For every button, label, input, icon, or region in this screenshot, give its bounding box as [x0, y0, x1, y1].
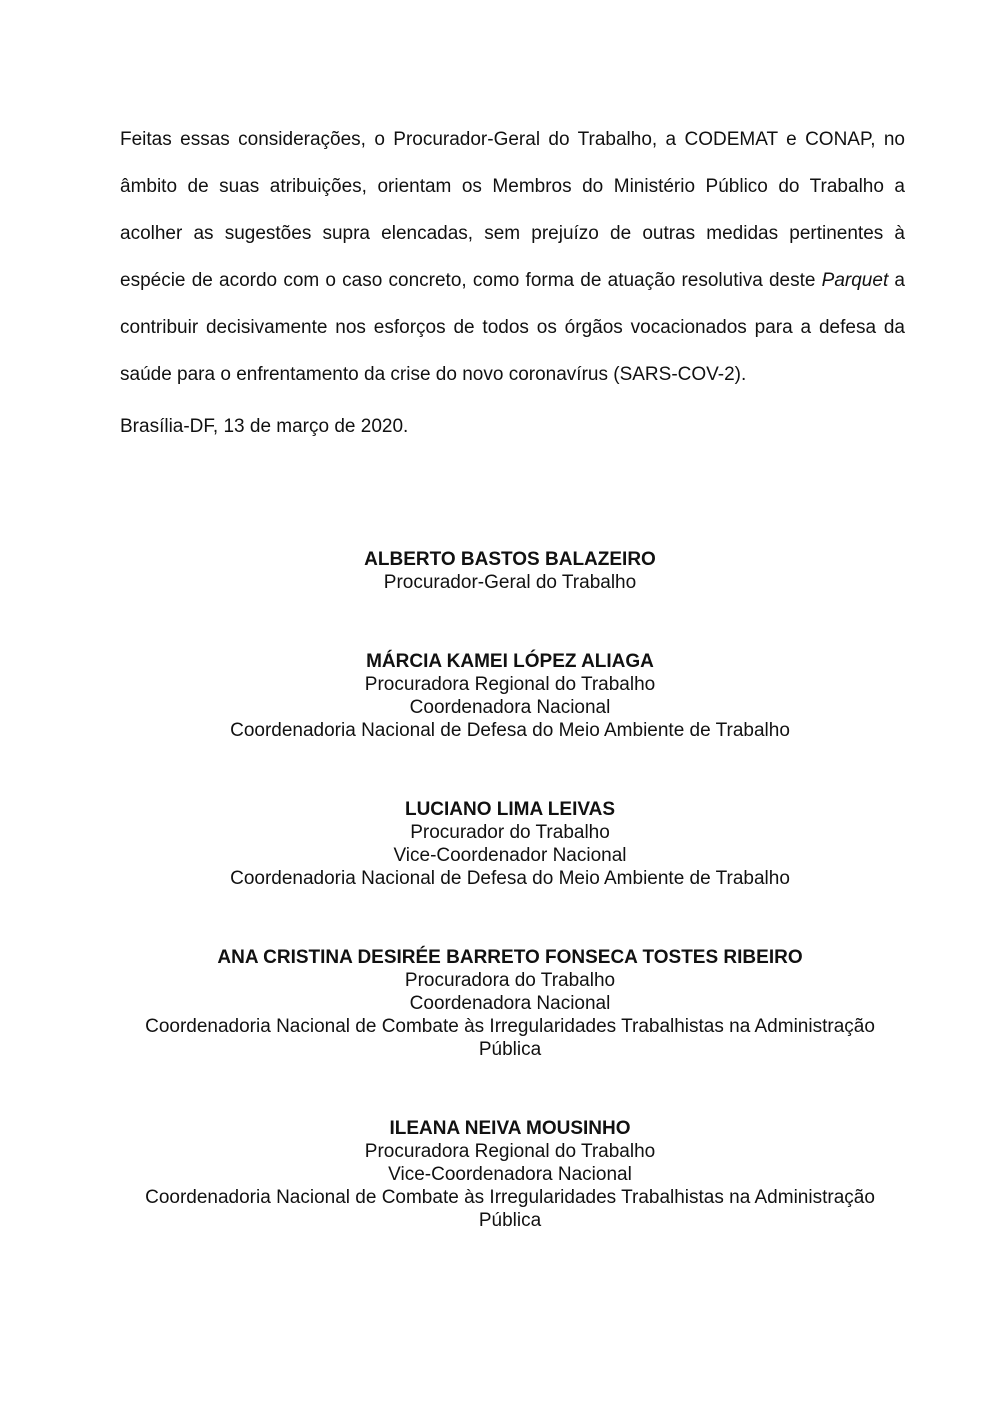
body-paragraph: [120, 116, 905, 398]
signatory-name: MÁRCIA KAMEI LÓPEZ ALIAGA: [366, 651, 654, 672]
signatory-office: Coordenadoria Nacional de Defesa do Meio Ambiente de Trabalho: [230, 868, 790, 889]
signatory-role: Procurador-Geral do Trabalho: [383, 572, 637, 593]
signatory-position: Coordenadora Nacional: [409, 697, 611, 718]
signatory-office-line-2: Pública: [478, 1039, 542, 1060]
signatory-role: Procuradora Regional do Trabalho: [364, 1141, 656, 1162]
signatory-4: [110, 946, 910, 1061]
paragraph-italic-term: Parquet: [821, 270, 889, 291]
signatory-office-line-1: Coordenadoria Nacional de Combate às Irregularidades Trabalhistas na Administração: [145, 1187, 875, 1208]
signatory-name: ANA CRISTINA DESIRÉE BARRETO FONSECA TOSTES RIBEIRO: [217, 947, 803, 968]
signatory-role: Procuradora Regional do Trabalho: [364, 674, 656, 695]
signatory-role: Procuradora do Trabalho: [404, 970, 616, 991]
signatory-name: ALBERTO BASTOS BALAZEIRO: [364, 549, 656, 570]
signatory-position: Vice-Coordenador Nacional: [393, 845, 627, 866]
signatory-office: Coordenadoria Nacional de Defesa do Meio Ambiente de Trabalho: [230, 720, 790, 741]
signatory-office-line-2: Pública: [478, 1210, 542, 1231]
place-date: Brasília-DF, 13 de março de 2020.: [120, 416, 409, 437]
signatory-office-line-1: Coordenadoria Nacional de Combate às Irregularidades Trabalhistas na Administração: [145, 1016, 875, 1037]
signatory-3: [110, 798, 910, 890]
signatory-name: LUCIANO LIMA LEIVAS: [404, 799, 616, 820]
signatory-position: Coordenadora Nacional: [409, 993, 611, 1014]
signatory-role: Procurador do Trabalho: [410, 822, 610, 843]
signatory-2: [110, 650, 910, 742]
signatory-name: ILEANA NEIVA MOUSINHO: [389, 1118, 631, 1139]
signatory-1: [110, 548, 910, 594]
paragraph-text-2: a contribuir decisivamente nos esforços de todos os órgãos vocacionados para a defesa da saúde para o enfrentamento da crise do novo coronavírus (SARS-COV-2).: [120, 270, 905, 385]
signature-block: [110, 548, 910, 1288]
paragraph-text-1: Feitas essas considerações, o Procurador-Geral do Trabalho, a CODEMAT e CONAP, no âmbito de suas atribuições, orientam os Membros do Ministério Público do Trabalho a acolher as sugestões supra elencadas, sem prejuízo de outras medidas pertinentes à espécie de acordo com o caso concreto, como forma de atuação resolutiva deste: [120, 129, 905, 291]
signatory-position: Vice-Coordenadora Nacional: [388, 1164, 632, 1185]
signatory-5: [110, 1117, 910, 1232]
